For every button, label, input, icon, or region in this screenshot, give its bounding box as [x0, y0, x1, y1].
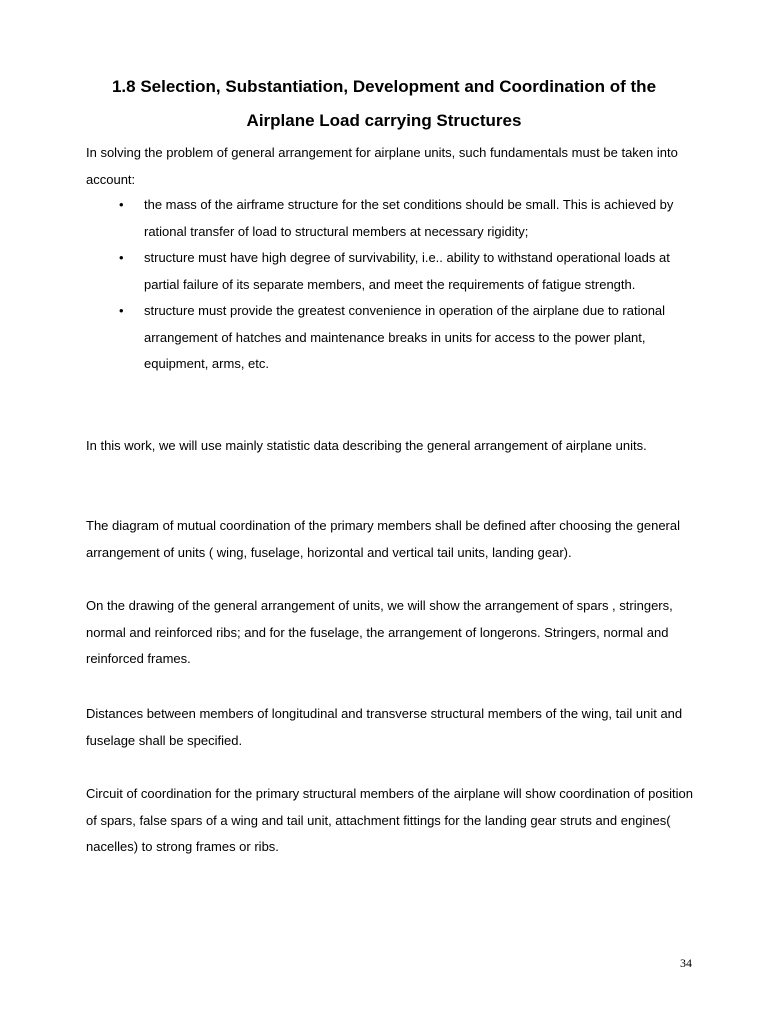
intro-paragraph: In solving the problem of general arrangement for airplane units, such fundamentals must be taken into account: — [86, 145, 678, 187]
paragraph-general-arrangement: On the drawing of the general arrangement of units, we will show the arrangement of spars , stringers, normal and reinforced ribs; and for the fuselage, the arrangement of longerons. Stringers, normal and reinforced frames. — [86, 598, 673, 666]
section-title-line-1: 1.8 Selection, Substantiation, Development and Coordination of the — [111, 77, 657, 96]
section-title-line-2: Airplane Load carrying Structures — [246, 111, 522, 130]
fundamentals-list — [119, 192, 704, 378]
bullet-icon: • — [119, 250, 124, 265]
page-number: 34 — [680, 956, 692, 970]
list-item — [119, 245, 704, 298]
paragraph-coordination-circuit: Circuit of coordination for the primary structural members of the airplane will show coordination of position of spars, false spars of a wing and tail unit, attachment fittings for the landing gear struts and engines( nacelles) to strong frames or ribs. — [86, 786, 693, 854]
section-title — [60, 70, 708, 138]
list-item — [119, 298, 704, 378]
paragraph-statistic-data: In this work, we will use mainly statistic data describing the general arrangement of airplane units. — [86, 438, 647, 453]
list-item — [119, 192, 704, 245]
paragraph-coordination-diagram: The diagram of mutual coordination of the primary members shall be defined after choosing the general arrangement of units ( wing, fuselage, horizontal and vertical tail units, landing gear). — [86, 518, 680, 560]
bullet-icon: • — [119, 303, 124, 318]
list-item-text: structure must have high degree of survivability, i.e.. ability to withstand operational loads at partial failure of its separate members, and meet the requirements of fatigue strength. — [144, 250, 670, 292]
bullet-icon: • — [119, 197, 124, 212]
list-item-text: the mass of the airframe structure for the set conditions should be small. This is achieved by rational transfer of load to structural members at necessary rigidity; — [144, 197, 674, 239]
paragraph-distances: Distances between members of longitudinal and transverse structural members of the wing, tail unit and fuselage shall be specified. — [86, 706, 683, 748]
list-item-text: structure must provide the greatest convenience in operation of the airplane due to rational arrangement of hatches and maintenance breaks in units for access to the power plant, equipment, arms, etc. — [144, 303, 666, 371]
